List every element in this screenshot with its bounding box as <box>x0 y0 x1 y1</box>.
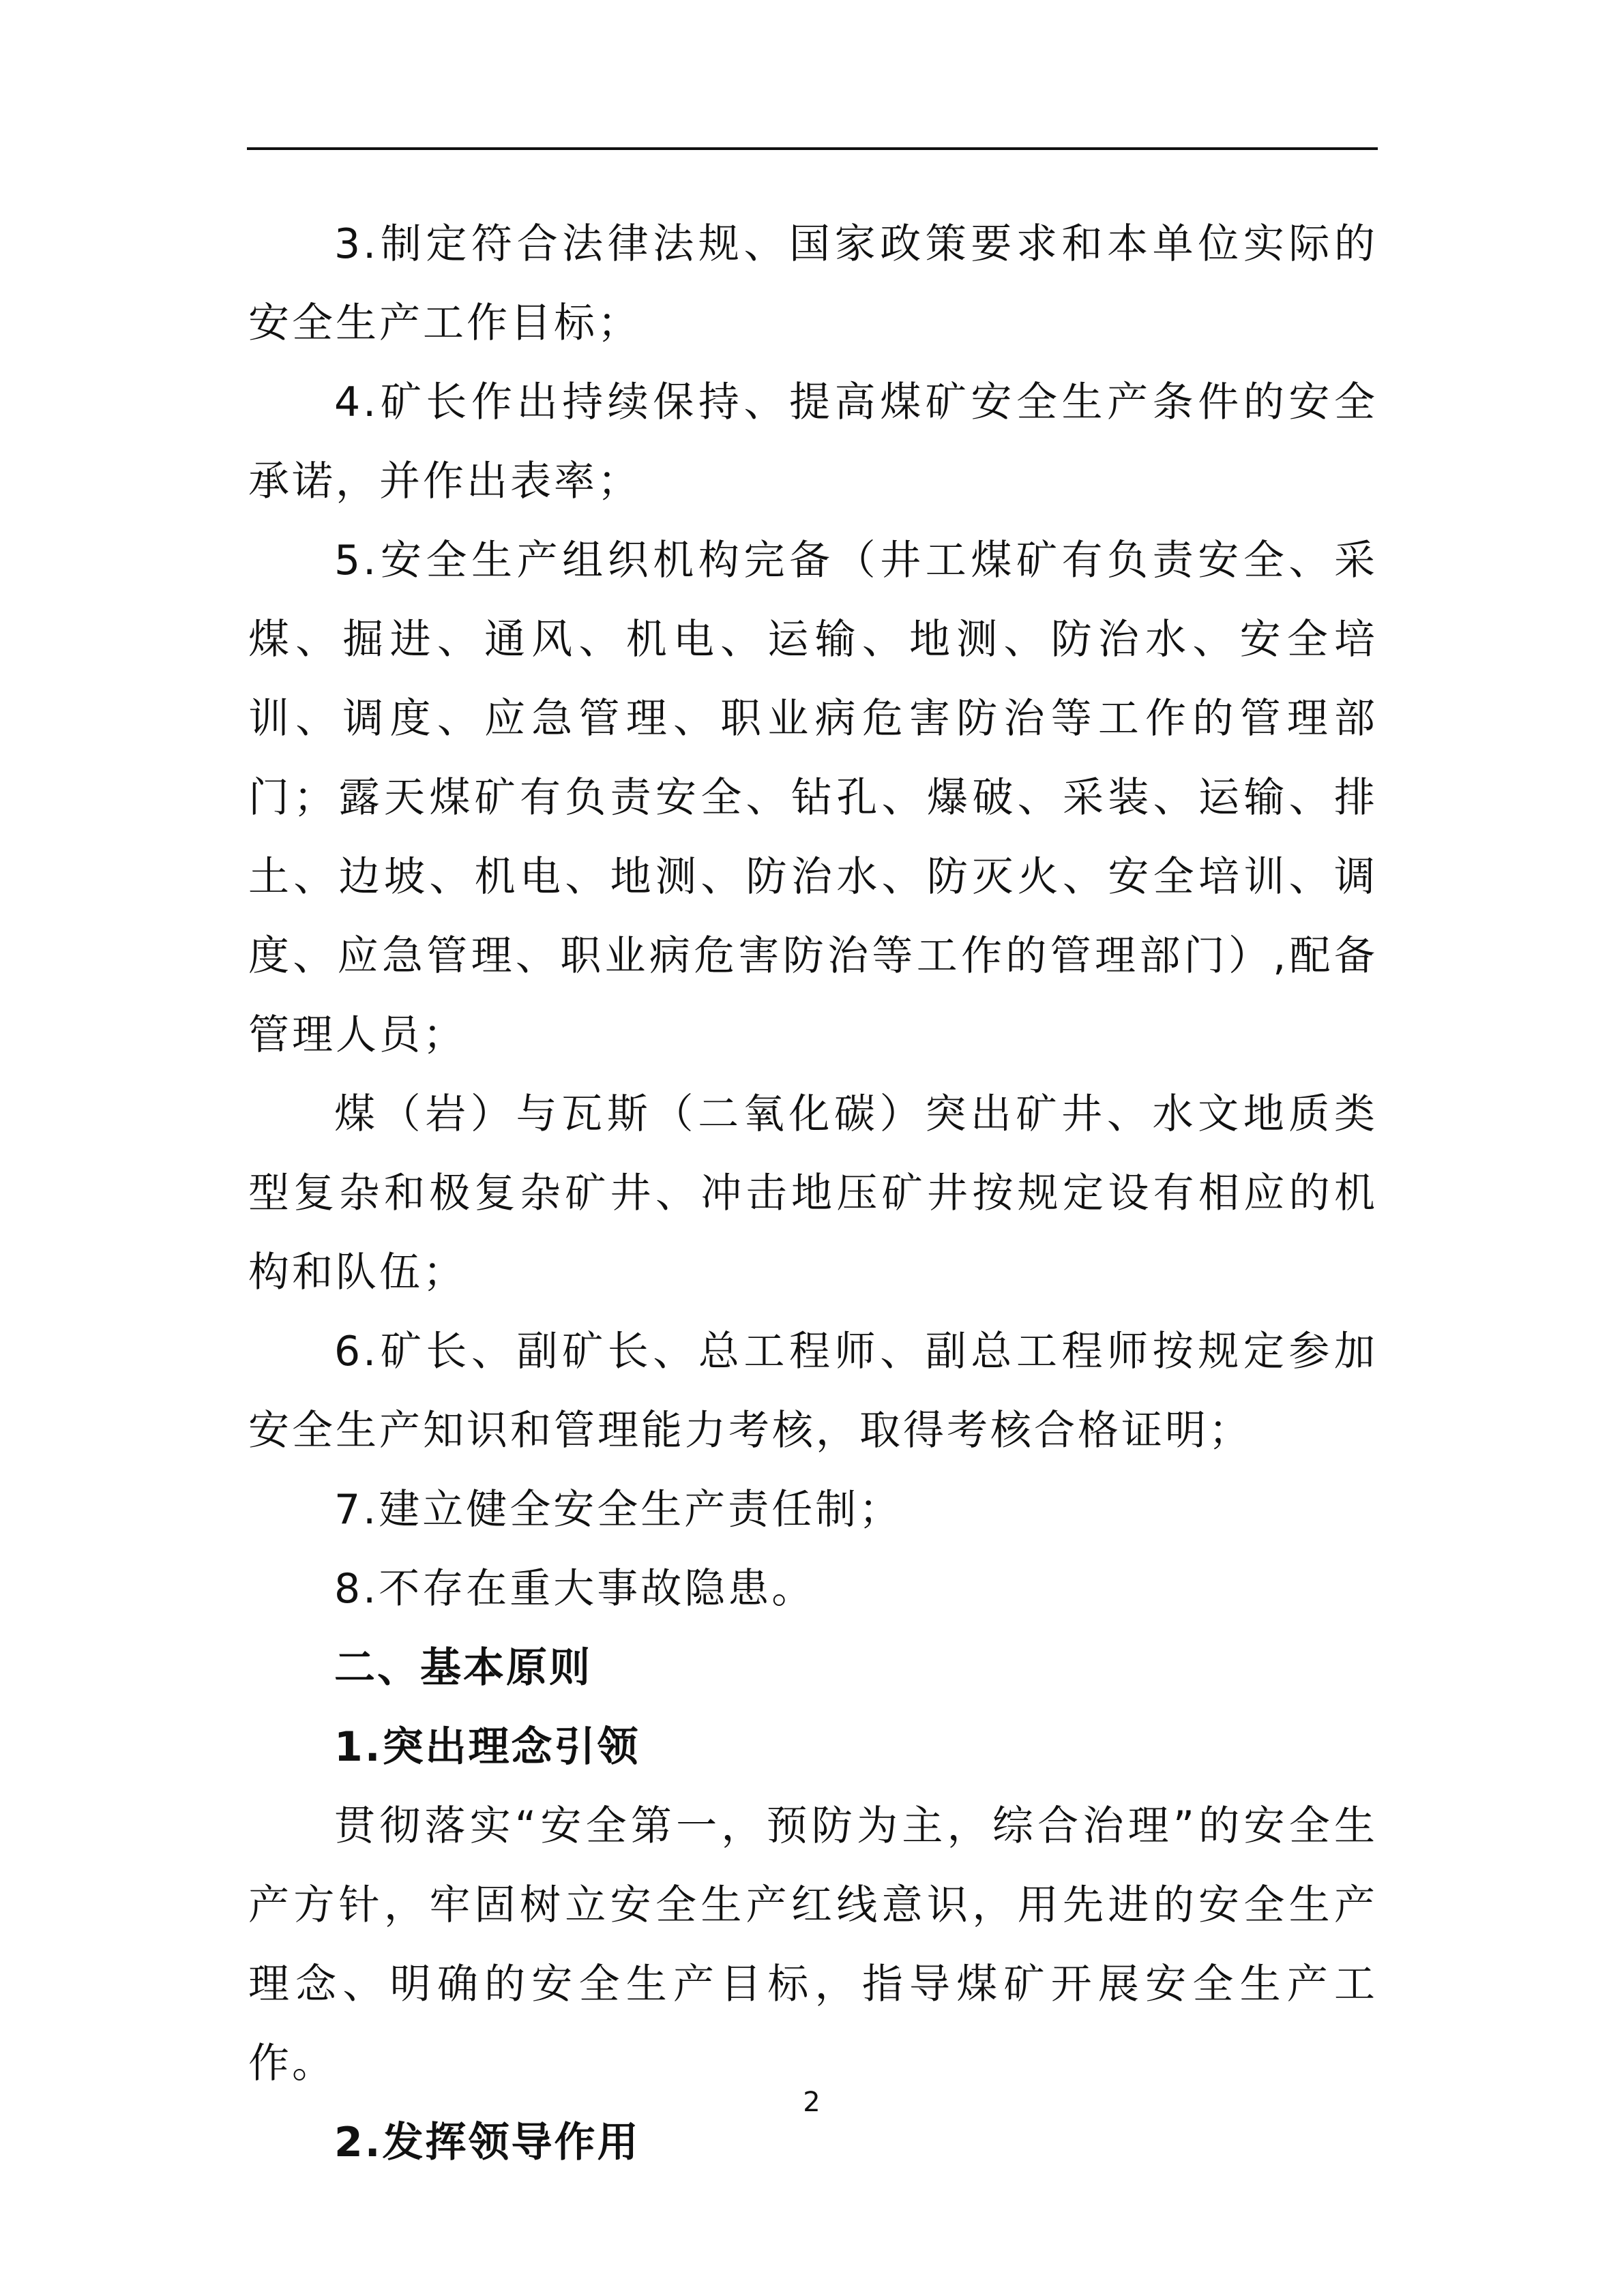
paragraph-item-3: 3.制定符合法律法规、国家政策要求和本单位实际的安全生产工作目标； <box>248 220 1378 347</box>
paragraph-item-7: 7.建立健全安全生产责任制； <box>334 1486 903 1534</box>
paragraph-item-6: 6.矿长、副矿长、总工程师、副总工程师按规定参加安全生产知识和管理能力考核，取得考核合格证明； <box>248 1328 1378 1455</box>
paragraph-item-8: 8.不存在重大事故隐患。 <box>334 1565 816 1613</box>
paragraph-item-4: 4.矿长作出持续保持、提高煤矿安全生产条件的安全承诺，并作出表率； <box>248 378 1378 505</box>
section-heading-basic-principles: 二、基本原则 <box>334 1644 592 1692</box>
subheading-concept-leadership: 1.突出理念引领 <box>334 1723 640 1771</box>
header-rule <box>247 147 1378 150</box>
page-number: 2 <box>803 2087 821 2118</box>
paragraph-item-5: 5.安全生产组织机构完备（井工煤矿有负责安全、采煤、掘进、通风、机电、运输、地测、防治水、安全培训、调度、应急管理、职业病危害防治等工作的管理部门；露天煤矿有负责安全、钻孔、爆破、采装、运输、排土、边坡、机电、地测、防治水、防灭火、安全培训、调度、应急管理、职业病危害防治等工作的管理部门）,配备管理人员； <box>248 537 1378 1059</box>
document-body <box>248 205 1378 2182</box>
subheading-leadership-role: 2.发挥领导作用 <box>334 2119 640 2166</box>
paragraph-item-5-supplement: 煤（岩）与瓦斯（二氧化碳）突出矿井、水文地质类型复杂和极复杂矿井、冲击地压矿井按规定设有相应的机构和队伍； <box>248 1090 1378 1296</box>
paragraph-safety-policy: 贯彻落实“安全第一，预防为主，综合治理”的安全生产方针，牢固树立安全生产红线意识，用先进的安全生产理念、明确的安全生产目标，指导煤矿开展安全生产工作。 <box>248 1802 1378 2087</box>
